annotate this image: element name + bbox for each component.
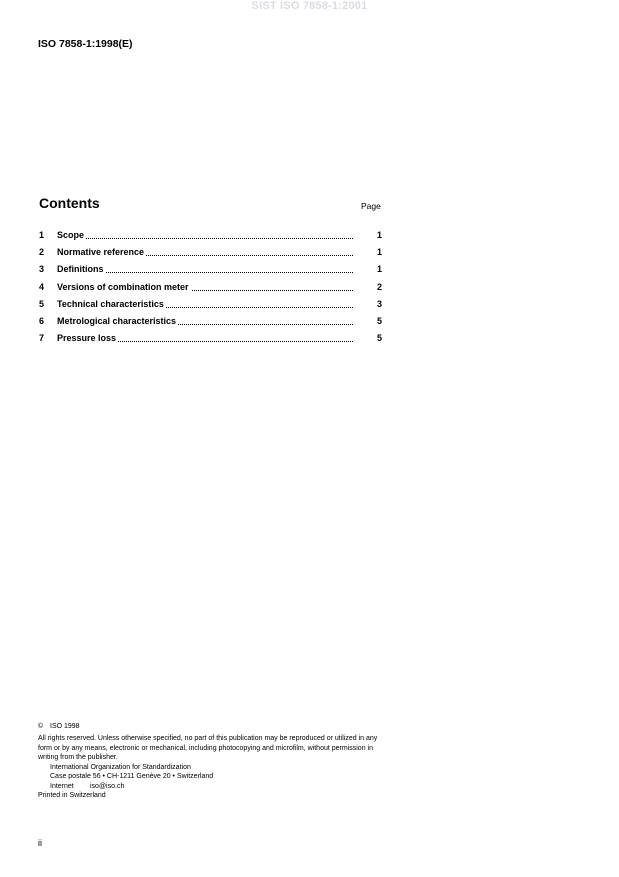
- table-of-contents: [39, 229, 384, 349]
- toc-entry-page: 2: [376, 281, 382, 292]
- dot-leader: [57, 238, 353, 239]
- page-column-label: Page: [361, 201, 381, 211]
- toc-entry-page: 1: [376, 230, 382, 240]
- toc-entry-title-area: [57, 332, 353, 345]
- toc-entry-normative-reference[interactable]: [39, 246, 384, 263]
- toc-entry-technical-characteristics[interactable]: [39, 298, 384, 315]
- watermark-text: SIST ISO 7858-1:2001: [251, 0, 368, 12]
- toc-entry-scope[interactable]: [39, 229, 384, 246]
- toc-entry-page: 3: [376, 298, 382, 309]
- toc-entry-pressure-loss[interactable]: [39, 332, 384, 349]
- copyright-text: ISO 1998: [50, 723, 80, 730]
- copyright-footer: [38, 722, 388, 800]
- toc-entry-title[interactable]: Definitions: [57, 264, 104, 275]
- toc-entry-title-area: [57, 246, 353, 259]
- toc-entry-number: 1: [39, 230, 45, 240]
- toc-entry-page: 1: [376, 264, 382, 275]
- toc-entry-number: 3: [39, 264, 45, 275]
- copyright-symbol: ©: [38, 723, 44, 730]
- toc-entry-page: 5: [376, 315, 382, 326]
- page-number: ii: [38, 838, 42, 848]
- toc-entry-title[interactable]: Scope: [57, 230, 85, 240]
- org-address: Case postale 56 • CH-1211 Genève 20 • Switzerland: [50, 773, 214, 781]
- toc-entry-number: 6: [39, 315, 45, 326]
- copyright-line: [38, 722, 388, 731]
- toc-entry-versions[interactable]: [39, 281, 384, 298]
- internet-line: [38, 782, 388, 791]
- toc-entry-number: 7: [39, 333, 45, 344]
- toc-entry-title[interactable]: Metrological characteristics: [57, 315, 177, 326]
- toc-entry-page: 1: [376, 247, 382, 258]
- toc-entry-metrological-characteristics[interactable]: [39, 315, 384, 332]
- document-id: ISO 7858-1:1998(E): [38, 38, 133, 50]
- internet-label: Internet: [50, 782, 74, 790]
- org-name: International Organization for Standardization: [50, 764, 191, 772]
- toc-entry-title-area: [57, 315, 353, 328]
- toc-entry-number: 2: [39, 247, 45, 258]
- toc-entry-number: 4: [39, 281, 45, 292]
- printed-notice: Printed in Switzerland: [38, 792, 106, 800]
- toc-entry-title[interactable]: Versions of combination meter: [57, 281, 189, 292]
- contents-heading: Contents: [39, 195, 100, 211]
- rights-notice: All rights reserved. Unless otherwise specified, no part of this publication may be reproduced or utilized in any form or by any means, electronic or mechanical, including photocopying and microfilm, without permission in writing from the publisher.: [38, 735, 378, 761]
- toc-entry-title[interactable]: Normative reference: [57, 247, 145, 258]
- internet-email[interactable]: iso@iso.ch: [90, 782, 125, 790]
- toc-entry-number: 5: [39, 298, 45, 309]
- toc-entry-title[interactable]: Technical characteristics: [57, 298, 164, 309]
- toc-entry-title-area: [57, 229, 353, 242]
- toc-entry-page: 5: [376, 333, 382, 344]
- toc-entry-title-area: [57, 298, 353, 311]
- toc-entry-title-area: [57, 263, 353, 276]
- toc-entry-title-area: [57, 281, 353, 294]
- toc-entry-title[interactable]: Pressure loss: [57, 333, 117, 344]
- toc-entry-definitions[interactable]: [39, 263, 384, 280]
